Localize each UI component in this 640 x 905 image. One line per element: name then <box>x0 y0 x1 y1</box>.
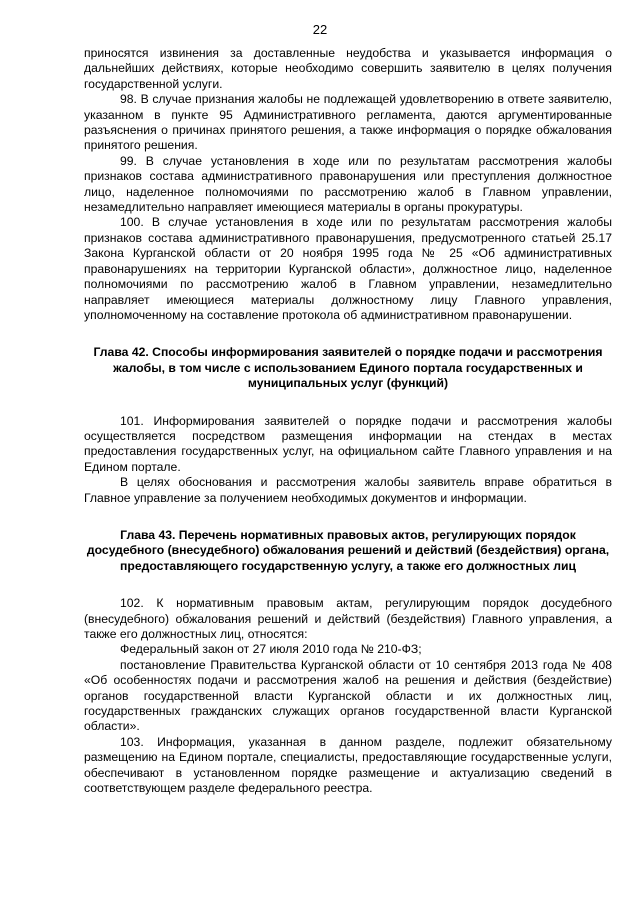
document-body <box>84 46 612 796</box>
paragraph-98: 98. В случае признания жалобы не подлежащей удовлетворению в ответе заявителю, указанном в пункте 95 Административного регламента, даются аргументированные разъяснения о причинах принятого решения, а также информация о порядке обжалования принятого решения. <box>84 92 612 153</box>
paragraph-102: 102. К нормативным правовым актам, регулирующим порядок досудебного (внесудебного) обжалования решений и действий (бездействия) Главного управления, а также его должностных лиц, относятся: <box>84 596 612 641</box>
paragraph-continuation: приносятся извинения за доставленные неудобства и указывается информация о дальнейших действиях, которые необходимо совершить заявителю в целях получения государственной услуги. <box>84 46 612 91</box>
paragraph-101: 101. Информирования заявителей о порядке подачи и рассмотрения жалобы осуществляется посредством размещения информации на стендах в местах предоставления государственных услуг, на официальном сайте Главного управления и на Едином портале. <box>84 413 612 474</box>
page-number: 22 <box>312 22 328 37</box>
paragraph-102-law: Федеральный закон от 27 июля 2010 года № 210-ФЗ; <box>120 642 422 657</box>
paragraph-103: 103. Информация, указанная в данном разделе, подлежит обязательному размещению на Едином портале, специалисты, предоставляющие государственные услуги, обеспечивают в установленном порядке размещение и актуализацию сведений в соответствующем разделе федерального реестра. <box>84 734 612 796</box>
paragraph-102-decree: постановление Правительства Курганской области от 10 сентября 2013 года № 408 «Об особенностях подачи и рассмотрения жалоб на решения и действия (бездействие) органов государственной власти Курганской области и их должностных лиц, государственных гражданских служащих органов государственной власти Курганской области». <box>84 657 612 734</box>
paragraph-99: 99. В случае установления в ходе или по результатам рассмотрения жалобы признаков состава административного правонарушения или преступления должностное лицо, наделенное полномочиями по рассмотрению жалоб в Главном управлении, незамедлительно направляет имеющиеся материалы в органы прокуратуры. <box>84 153 612 215</box>
chapter-42-heading: Глава 42. Способы информирования заявителей о порядке подачи и рассмотрения жалобы, в том числе с использованием Единого портала государственных и муниципальных услуг (функций) <box>93 345 603 391</box>
paragraph-100: 100. В случае установления в ходе или по результатам рассмотрения жалобы признаков состава административного правонарушения, предусмотренного статьей 25.17 Закона Курганской области от 20 ноября 1995 года № 25 «Об административных правонарушениях на территории Курганской области», должностное лицо, наделенное полномочиями по рассмотрению жалоб в Главном управлении, незамедлительно направляет имеющиеся материалы должностному лицу Главного управления, уполномоченному на составление протокола об административном правонарушении. <box>84 215 612 322</box>
paragraph-101-cont: В целях обоснования и рассмотрения жалобы заявитель вправе обратиться в Главное управление за получением необходимых документов и информации. <box>84 475 612 505</box>
chapter-43-heading: Глава 43. Перечень нормативных правовых актов, регулирующих порядок досудебного (внесудебного) обжалования решений и действий (бездействия) органа, предоставляющего государственную услугу, а также его должностных лиц <box>86 527 610 573</box>
